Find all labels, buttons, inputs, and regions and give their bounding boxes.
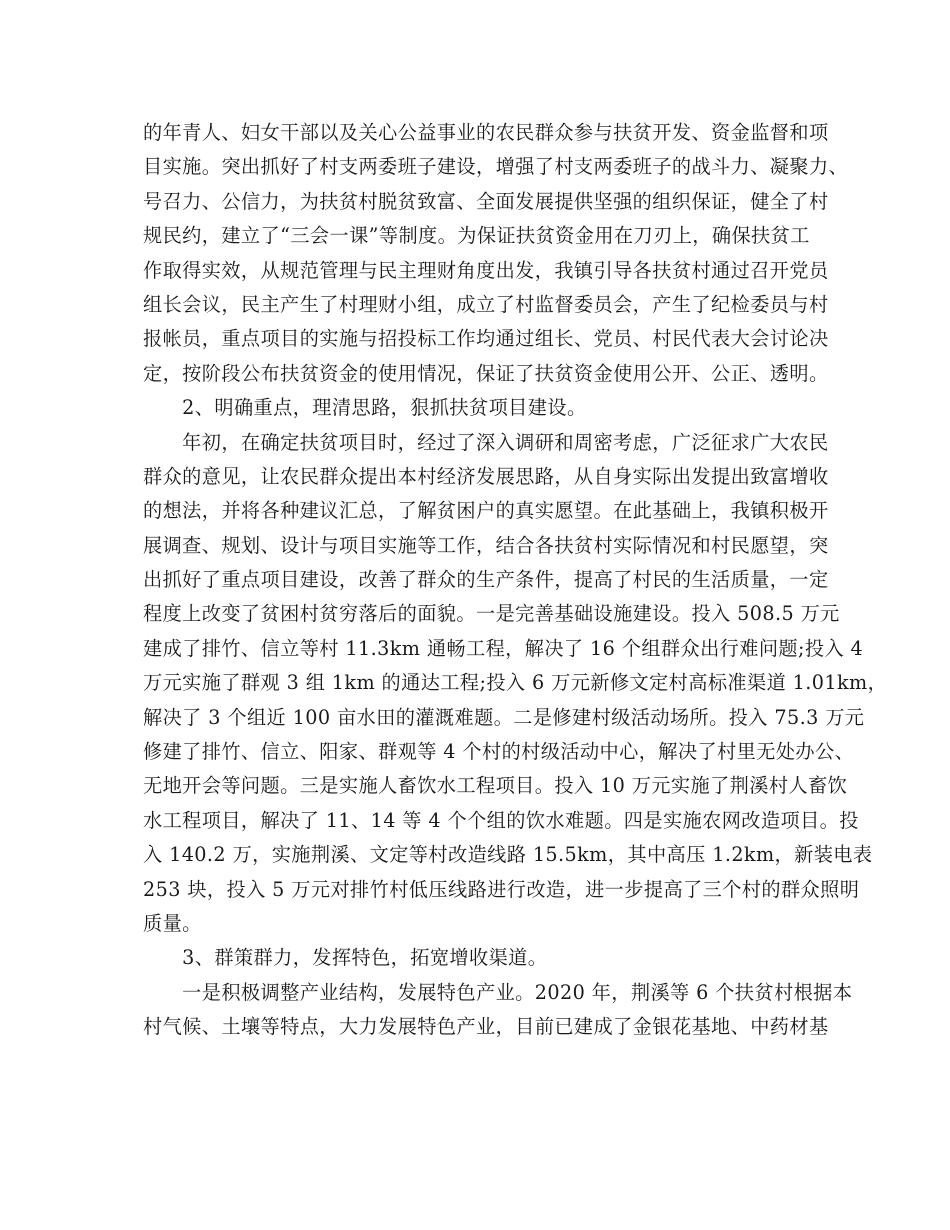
text-line: 的想法，并将各种建议汇总，了解贫困户的真实愿望。在此基础上，我镇积极开 — [143, 499, 829, 523]
text-line: 年初，在确定扶贫项目时，经过了深入调研和周密考虑，广泛征求广大农民 — [143, 430, 829, 454]
text-line: 水工程项目，解决了 11、14 等 4 个个组的饮水难题。四是实施农网改造项目。投 — [143, 808, 859, 832]
text-line: 253 块，投入 5 万元对排竹村低压线路进行改造，进一步提高了三个村的群众照明 — [143, 877, 860, 901]
text-line: 组长会议，民主产生了村理财小组，成立了村监督委员会，产生了纪检委员与村 — [143, 292, 829, 316]
text-line: 号召力、公信力，为扶贫村脱贫致富、全面发展提供坚强的组织保证，健全了村 — [143, 189, 829, 213]
text-line: 作取得实效，从规范管理与民主理财角度出发，我镇引导各扶贫村通过召开党员 — [143, 258, 829, 282]
text-line: 修建了排竹、信立、阳家、群观等 4 个村的村级活动中心，解决了村里无处办公、 — [143, 740, 855, 764]
text-line: 入 140.2 万，实施荆溪、文定等村改造线路 15.5km，其中高压 1.2km，新装电表 — [143, 843, 873, 867]
text-line: 无地开会等问题。三是实施人畜饮水工程项目。投入 10 万元实施了荆溪村人畜饮 — [143, 774, 848, 798]
text-line: 解决了 3 个组近 100 亩水田的灌溉难题。二是修建村级活动场所。投入 75.3 万元 — [143, 705, 865, 729]
text-line: 程度上改变了贫困村贫穷落后的面貌。一是完善基础设施建设。投入 508.5 万元 — [143, 602, 840, 626]
text-line: 规民约，建立了“三会一课”等制度。为保证扶贫资金用在刀刃上，确保扶贫工 — [143, 224, 810, 248]
text-line: 万元实施了群观 3 组 1km 的通达工程;投入 6 万元新修文定村高标准渠道 1.01km， — [143, 671, 888, 695]
text-line: 目实施。突出抓好了村支两委班子建设，增强了村支两委班子的战斗力、凝聚力、 — [143, 155, 849, 179]
text-line: 出抓好了重点项目建设，改善了群众的生产条件，提高了村民的生活质量，一定 — [143, 568, 829, 592]
section-heading: 2、明确重点，理清思路，狠抓扶贫项目建设。 — [143, 396, 587, 420]
text-line: 质量。 — [143, 911, 202, 935]
document-body — [143, 116, 888, 1045]
text-line: 的年青人、妇女干部以及关心公益事业的农民群众参与扶贫开发、资金监督和项 — [143, 121, 829, 144]
text-line: 村气候、土壤等特点，大力发展特色产业，目前已建成了金银花基地、中药材基 — [143, 1015, 829, 1039]
text-line: 群众的意见，让农民群众提出本村经济发展思路，从自身实际出发提出致富增收 — [143, 464, 829, 488]
text-line: 一是积极调整产业结构，发展特色产业。2020 年，荆溪等 6 个扶贫村根据本 — [143, 980, 853, 1004]
section-heading: 3、群策群力，发挥特色，拓宽增收渠道。 — [143, 946, 548, 970]
text-line: 展调查、规划、设计与项目实施等工作，结合各扶贫村实际情况和村民愿望，突 — [143, 533, 829, 557]
text-line: 建成了排竹、信立等村 11.3km 通畅工程，解决了 16 个组群众出行难问题;投入 4 — [143, 636, 864, 660]
text-line: 定，按阶段公布扶贫资金的使用情况，保证了扶贫资金使用公开、公正、透明。 — [143, 361, 829, 385]
text-line: 报帐员，重点项目的实施与招投标工作均通过组长、党员、村民代表大会讨论决 — [143, 327, 829, 351]
